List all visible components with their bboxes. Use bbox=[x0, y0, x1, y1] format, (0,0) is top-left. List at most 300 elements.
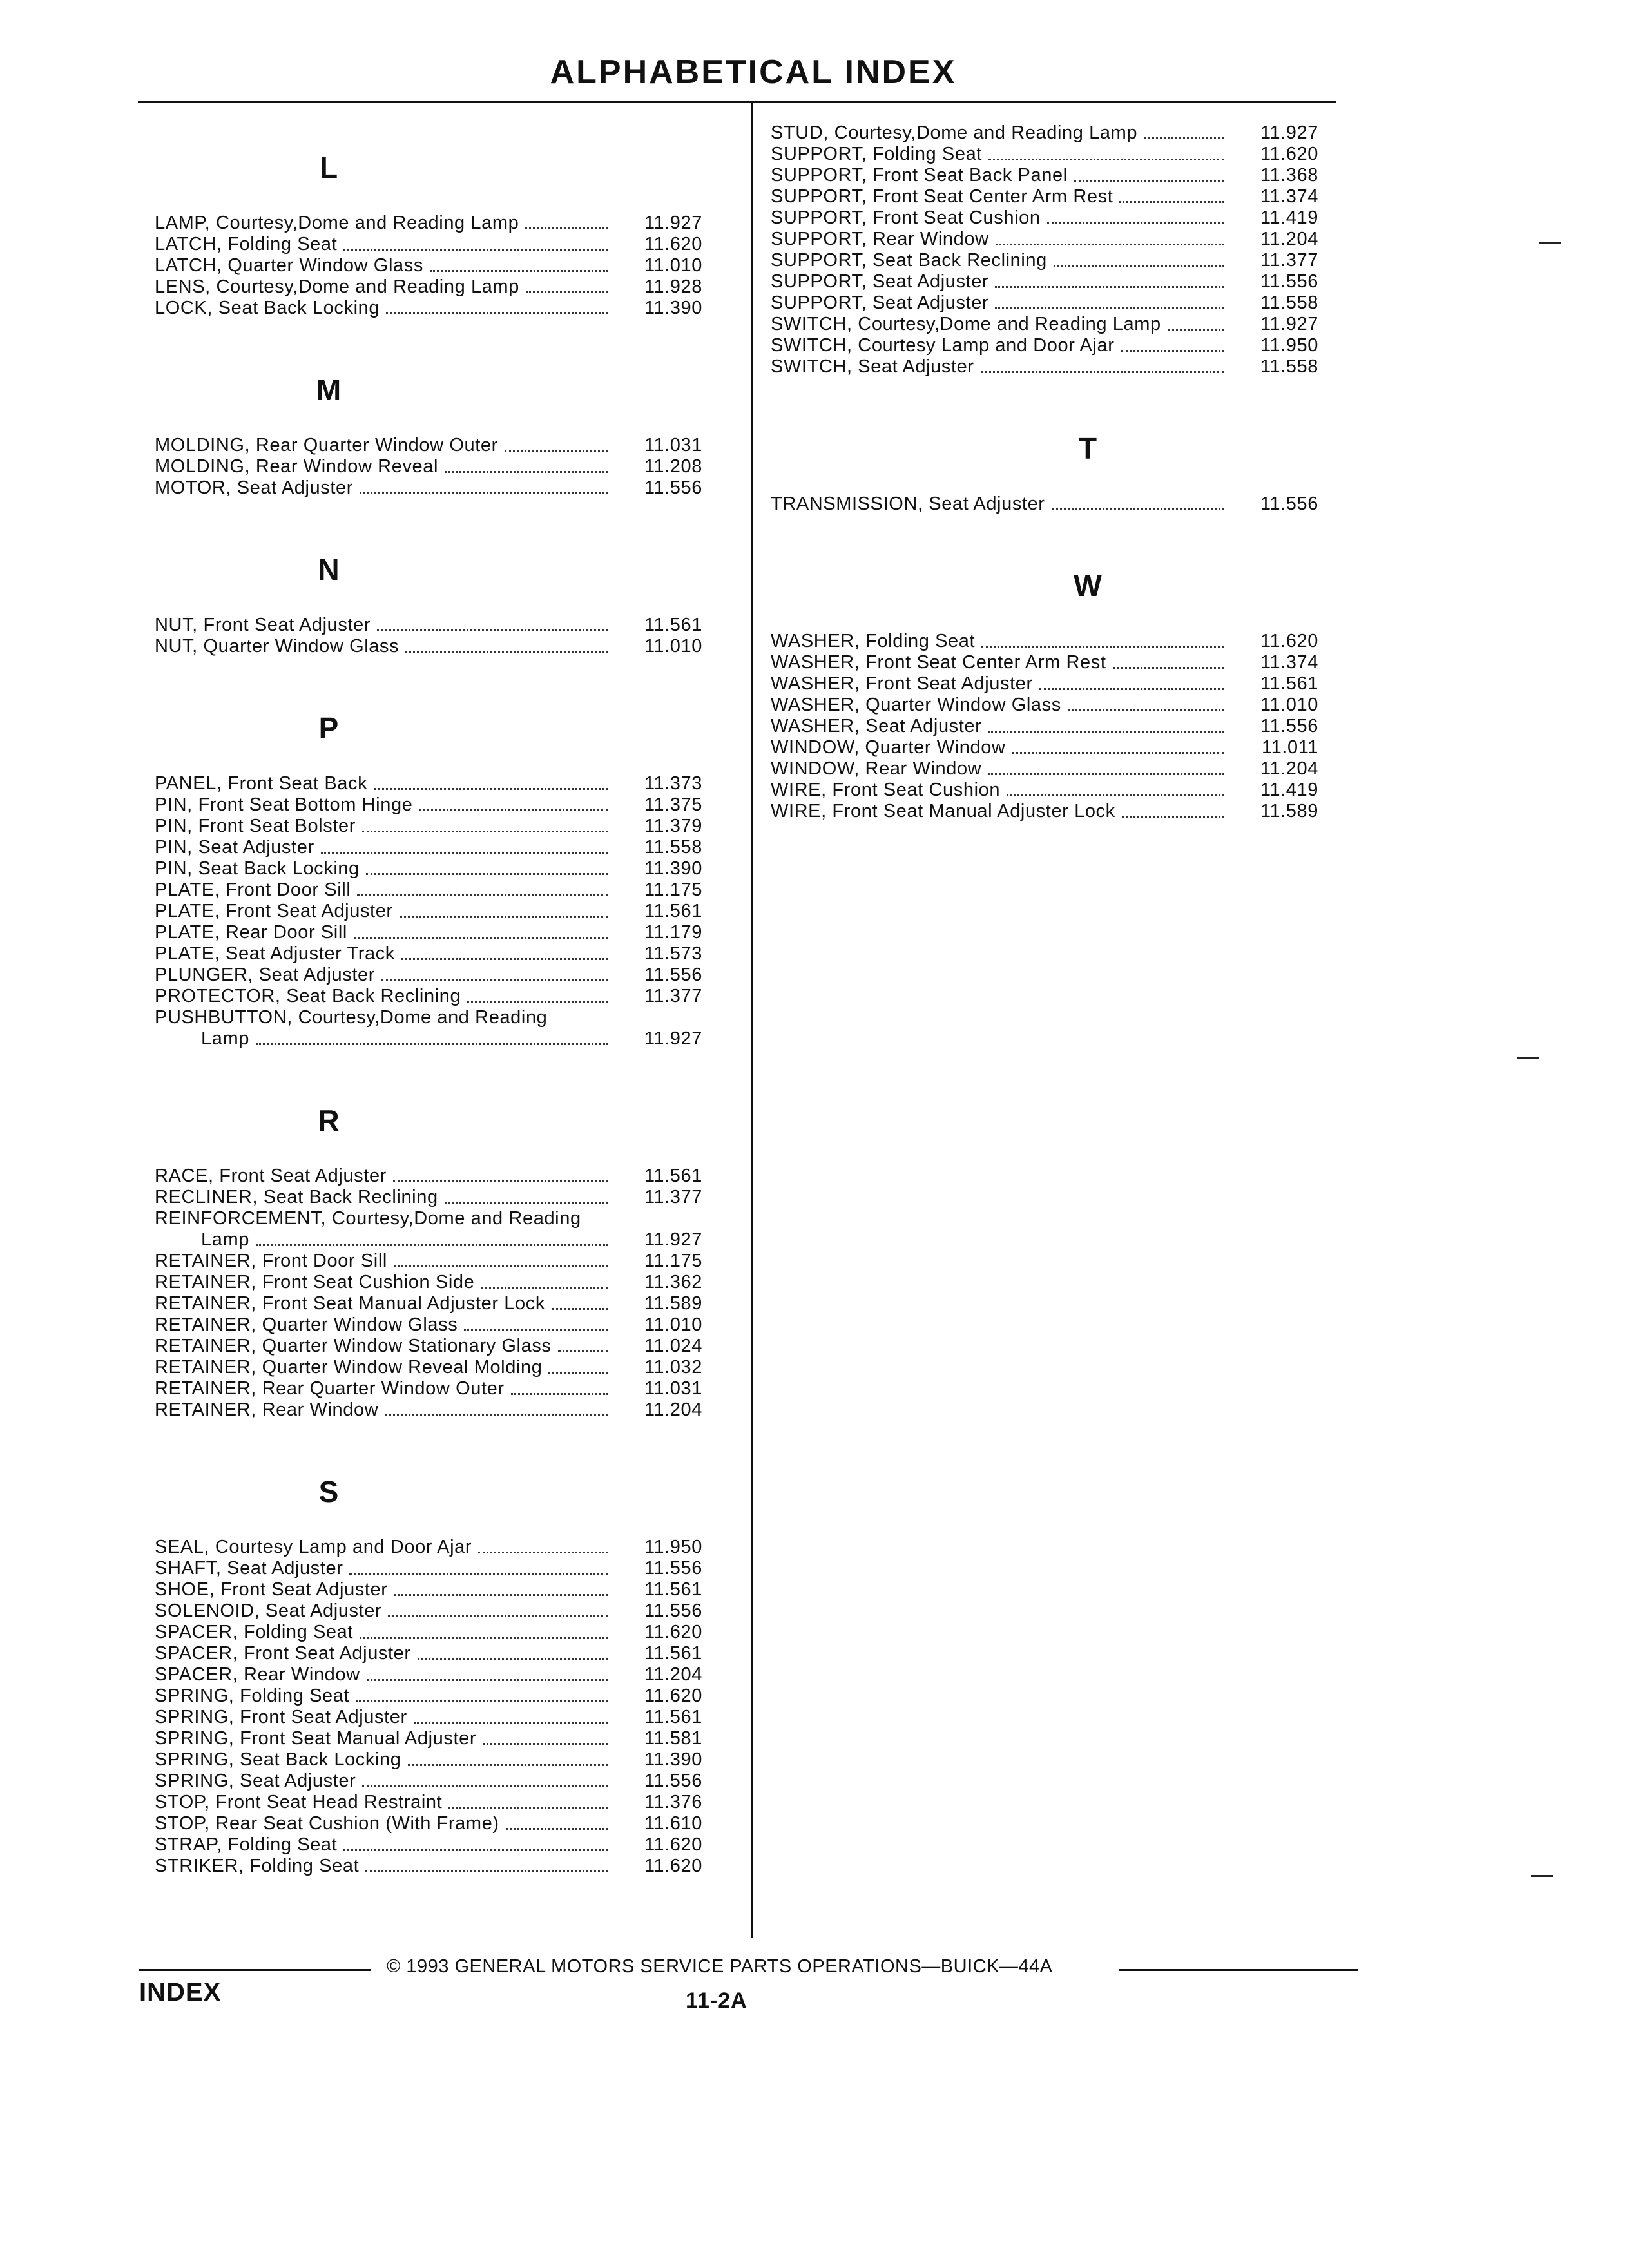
entry-text: WASHER, Seat Adjuster bbox=[771, 716, 982, 736]
index-entry bbox=[155, 1293, 735, 1314]
entry-page-ref: 11.204 bbox=[644, 1664, 702, 1685]
entry-description bbox=[771, 165, 1228, 186]
entry-description bbox=[155, 1293, 612, 1314]
index-entry bbox=[155, 1251, 735, 1272]
index-entry bbox=[771, 695, 1353, 716]
dot-leader bbox=[558, 1350, 608, 1352]
entry-text: PROTECTOR, Seat Back Reclining bbox=[155, 986, 461, 1006]
entry-description bbox=[155, 816, 612, 837]
entry-page-ref: 11.208 bbox=[644, 456, 702, 477]
index-entry bbox=[155, 255, 735, 276]
entry-description bbox=[155, 1187, 612, 1208]
entry-description bbox=[771, 631, 1228, 652]
entry-description bbox=[155, 1208, 612, 1251]
entry-page-ref: 11.390 bbox=[644, 298, 702, 318]
entry-text: SUPPORT, Front Seat Back Panel bbox=[771, 165, 1068, 186]
entry-description bbox=[155, 837, 612, 858]
entry-text: SPRING, Folding Seat bbox=[155, 1686, 350, 1706]
index-entry bbox=[155, 1686, 735, 1707]
section-gap bbox=[155, 1877, 735, 1903]
entry-page-ref: 11.561 bbox=[644, 1643, 702, 1664]
entry-description bbox=[155, 858, 612, 879]
entry-page-ref: 11.561 bbox=[644, 1707, 702, 1727]
index-entry bbox=[155, 276, 735, 298]
dot-leader bbox=[548, 1372, 608, 1374]
dot-leader bbox=[483, 1743, 608, 1745]
entry-page-ref: 11.573 bbox=[644, 943, 702, 964]
entry-description bbox=[155, 1728, 612, 1749]
entry-page-ref: 11.390 bbox=[644, 1749, 702, 1770]
entry-description bbox=[771, 293, 1228, 314]
entry-description bbox=[771, 144, 1228, 165]
entry-text: RETAINER, Rear Quarter Window Outer bbox=[155, 1378, 505, 1399]
dot-leader bbox=[388, 1615, 608, 1617]
entry-description bbox=[155, 943, 612, 965]
entry-description bbox=[155, 922, 612, 943]
entry-page-ref: 11.377 bbox=[644, 986, 702, 1006]
index-entry bbox=[155, 901, 735, 922]
index-entry bbox=[771, 186, 1353, 207]
index-entry bbox=[155, 794, 735, 816]
entry-text: STOP, Rear Seat Cushion (With Frame) bbox=[155, 1813, 499, 1834]
entry-description bbox=[155, 1007, 612, 1050]
entry-description bbox=[155, 901, 612, 922]
entry-text: SUPPORT, Seat Adjuster bbox=[771, 293, 989, 313]
entry-page-ref: 11.362 bbox=[644, 1272, 702, 1293]
entry-text: PUSHBUTTON, Courtesy,Dome and Reading bbox=[155, 1007, 548, 1028]
dot-leader bbox=[394, 1594, 608, 1596]
entry-page-ref: 11.204 bbox=[644, 1399, 702, 1420]
entry-description bbox=[155, 879, 612, 901]
index-entry bbox=[155, 1664, 735, 1686]
index-entry bbox=[155, 837, 735, 858]
dot-leader bbox=[377, 629, 608, 631]
dot-leader bbox=[374, 788, 608, 790]
entry-description bbox=[771, 737, 1228, 758]
entry-page-ref: 11.377 bbox=[1260, 250, 1318, 271]
entry-text: LAMP, Courtesy,Dome and Reading Lamp bbox=[155, 213, 519, 233]
dot-leader bbox=[445, 471, 608, 473]
dot-leader bbox=[394, 1265, 608, 1267]
entry-text: RETAINER, Quarter Window Reveal Molding bbox=[155, 1357, 543, 1378]
margin-tick bbox=[1517, 1057, 1539, 1059]
entry-text: RETAINER, Front Door Sill bbox=[155, 1251, 387, 1271]
dot-leader bbox=[526, 291, 608, 293]
entry-page-ref: 11.950 bbox=[1260, 335, 1318, 356]
dot-leader bbox=[430, 270, 608, 272]
entry-page-ref: 11.390 bbox=[644, 858, 702, 879]
entry-text: WINDOW, Quarter Window bbox=[771, 737, 1006, 758]
entry-page-ref: 11.620 bbox=[644, 1622, 702, 1642]
entry-description bbox=[155, 794, 612, 816]
index-entry bbox=[155, 858, 735, 879]
index-entry bbox=[155, 986, 735, 1007]
column-divider bbox=[751, 103, 753, 1938]
entry-text: MOLDING, Rear Quarter Window Outer bbox=[155, 435, 498, 456]
index-entry bbox=[771, 271, 1353, 293]
entry-page-ref: 11.031 bbox=[644, 1378, 702, 1399]
entry-page-ref: 11.561 bbox=[644, 1579, 702, 1600]
index-entry bbox=[771, 229, 1353, 250]
entry-text: SEAL, Courtesy Lamp and Door Ajar bbox=[155, 1537, 472, 1557]
footer-rule-right bbox=[1119, 1969, 1358, 1971]
dot-leader bbox=[1121, 350, 1224, 352]
dot-leader bbox=[401, 958, 608, 960]
entry-text: WASHER, Front Seat Adjuster bbox=[771, 673, 1033, 694]
index-entry bbox=[155, 1600, 735, 1622]
index-entry bbox=[771, 250, 1353, 271]
dot-leader bbox=[478, 1552, 608, 1553]
entry-text: SWITCH, Courtesy Lamp and Door Ajar bbox=[771, 335, 1115, 356]
dot-leader bbox=[354, 937, 608, 939]
entry-description bbox=[155, 477, 612, 499]
entry-text: SPRING, Seat Adjuster bbox=[155, 1771, 356, 1791]
entry-description bbox=[155, 1166, 612, 1187]
entry-text: PLATE, Rear Door Sill bbox=[155, 922, 347, 943]
index-entry bbox=[771, 716, 1353, 737]
index-entry bbox=[155, 1749, 735, 1771]
entry-page-ref: 11.950 bbox=[644, 1537, 702, 1557]
entry-text: SPACER, Folding Seat bbox=[155, 1622, 354, 1642]
entry-continuation-text: Lamp bbox=[201, 1028, 249, 1049]
dot-leader bbox=[381, 979, 608, 981]
entry-page-ref: 11.558 bbox=[1260, 293, 1318, 313]
index-entry bbox=[155, 1558, 735, 1579]
entry-page-ref: 11.175 bbox=[644, 879, 702, 900]
entry-text: SOLENOID, Seat Adjuster bbox=[155, 1600, 382, 1621]
dot-leader bbox=[1122, 816, 1224, 818]
entry-description bbox=[771, 335, 1228, 356]
entry-page-ref: 11.561 bbox=[644, 615, 702, 635]
index-entry bbox=[771, 314, 1353, 335]
index-entry bbox=[155, 615, 735, 636]
entry-text: SPRING, Seat Back Locking bbox=[155, 1749, 401, 1770]
dot-leader bbox=[525, 227, 608, 229]
entry-description bbox=[155, 615, 612, 636]
index-entry bbox=[771, 335, 1353, 356]
entry-page-ref: 11.175 bbox=[644, 1251, 702, 1271]
dot-leader bbox=[360, 1637, 608, 1639]
index-entry bbox=[155, 922, 735, 943]
index-entry bbox=[771, 780, 1353, 801]
index-entry bbox=[155, 1357, 735, 1378]
entry-description bbox=[771, 207, 1228, 229]
entry-page-ref: 11.368 bbox=[1260, 165, 1318, 186]
entry-description bbox=[155, 1686, 612, 1707]
entry-text: PIN, Front Seat Bottom Hinge bbox=[155, 794, 413, 815]
index-entry bbox=[155, 1622, 735, 1643]
entry-page-ref: 11.374 bbox=[1260, 186, 1318, 207]
index-entry bbox=[771, 122, 1353, 144]
entry-page-ref: 11.556 bbox=[644, 965, 702, 985]
dot-leader bbox=[366, 873, 608, 875]
entry-page-ref: 11.556 bbox=[1260, 716, 1318, 736]
dot-leader bbox=[418, 1658, 608, 1660]
index-entry bbox=[155, 1378, 735, 1399]
footer-rule-left bbox=[139, 1969, 371, 1971]
section-letter: L bbox=[319, 151, 338, 184]
dot-leader bbox=[414, 1722, 608, 1724]
entry-page-ref: 11.556 bbox=[1260, 271, 1318, 292]
entry-description bbox=[155, 234, 612, 255]
index-entry bbox=[155, 1813, 735, 1834]
index-entry bbox=[771, 207, 1353, 229]
index-entry bbox=[155, 1166, 735, 1187]
index-entry bbox=[155, 1537, 735, 1558]
entry-description bbox=[771, 229, 1228, 250]
entry-text: PLATE, Front Seat Adjuster bbox=[155, 901, 393, 921]
dot-leader bbox=[256, 1244, 608, 1246]
entry-page-ref: 11.011 bbox=[1262, 737, 1318, 758]
dot-leader bbox=[1068, 709, 1224, 711]
entry-page-ref: 11.010 bbox=[644, 636, 702, 657]
entry-page-ref: 11.927 bbox=[1260, 314, 1318, 334]
dot-leader bbox=[505, 450, 608, 452]
index-entry bbox=[155, 1399, 735, 1421]
index-entry bbox=[155, 213, 735, 234]
dot-leader bbox=[552, 1308, 608, 1310]
entry-text: LATCH, Folding Seat bbox=[155, 234, 338, 255]
index-entry bbox=[155, 773, 735, 794]
index-entry bbox=[155, 1792, 735, 1813]
section-gap bbox=[155, 319, 735, 345]
entry-text: STOP, Front Seat Head Restraint bbox=[155, 1792, 443, 1812]
entry-page-ref: 11.204 bbox=[1260, 229, 1318, 249]
entry-text: SPACER, Front Seat Adjuster bbox=[155, 1643, 411, 1664]
index-entry bbox=[155, 1707, 735, 1728]
entry-text: SHOE, Front Seat Adjuster bbox=[155, 1579, 388, 1600]
section-gap bbox=[771, 822, 1353, 848]
index-entry bbox=[155, 943, 735, 965]
dot-leader bbox=[408, 1764, 609, 1766]
dot-leader bbox=[405, 651, 608, 653]
entry-description bbox=[155, 1643, 612, 1664]
section-letter: N bbox=[318, 553, 340, 586]
dot-leader bbox=[988, 773, 1224, 775]
entry-description bbox=[771, 758, 1228, 780]
entry-text: NUT, Quarter Window Glass bbox=[155, 636, 400, 657]
dot-leader bbox=[464, 1329, 608, 1331]
entry-text: SUPPORT, Front Seat Cushion bbox=[771, 207, 1041, 228]
dot-leader bbox=[367, 1679, 608, 1681]
entry-description bbox=[155, 255, 612, 276]
entry-page-ref: 11.558 bbox=[1260, 356, 1318, 377]
entry-text: RETAINER, Front Seat Manual Adjuster Lock bbox=[155, 1293, 545, 1314]
dot-leader bbox=[1119, 201, 1224, 203]
entry-text: SPRING, Front Seat Adjuster bbox=[155, 1707, 407, 1727]
footer-copyright: © 1993 GENERAL MOTORS SERVICE PARTS OPERATIONS—BUICK—44A bbox=[387, 1956, 1053, 1977]
entry-text: MOTOR, Seat Adjuster bbox=[155, 477, 354, 498]
entry-page-ref: 11.556 bbox=[644, 1558, 702, 1579]
dot-leader bbox=[1168, 329, 1224, 331]
dot-leader bbox=[321, 852, 608, 854]
entry-page-ref: 11.556 bbox=[644, 1771, 702, 1791]
dot-leader bbox=[400, 916, 608, 918]
index-entry bbox=[155, 879, 735, 901]
entry-page-ref: 11.179 bbox=[644, 922, 702, 943]
dot-leader bbox=[419, 809, 608, 811]
footer-section-label: INDEX bbox=[139, 1978, 222, 2006]
index-entry bbox=[155, 1579, 735, 1600]
entry-text: LENS, Courtesy,Dome and Reading Lamp bbox=[155, 276, 519, 297]
entry-description bbox=[155, 1856, 612, 1877]
entry-page-ref: 11.024 bbox=[644, 1336, 702, 1356]
entry-page-ref: 11.010 bbox=[644, 1314, 702, 1335]
margin-tick bbox=[1531, 1875, 1553, 1877]
entry-text: RETAINER, Rear Window bbox=[155, 1399, 379, 1420]
entry-page-ref: 11.379 bbox=[644, 816, 702, 836]
entry-description bbox=[155, 1813, 612, 1834]
page-title: ALPHABETICAL INDEX bbox=[550, 53, 957, 91]
entry-description bbox=[771, 250, 1228, 271]
index-entry bbox=[771, 494, 1353, 515]
entry-description bbox=[155, 1622, 612, 1643]
dot-leader bbox=[256, 1043, 608, 1045]
entry-description bbox=[155, 1399, 612, 1421]
index-entry bbox=[155, 234, 735, 255]
dot-leader bbox=[995, 286, 1224, 288]
entry-page-ref: 11.375 bbox=[644, 794, 702, 815]
index-entry bbox=[771, 737, 1353, 758]
dot-leader bbox=[1054, 265, 1224, 267]
index-entry bbox=[771, 652, 1353, 673]
dot-leader bbox=[393, 1180, 608, 1182]
entry-text: PLATE, Seat Adjuster Track bbox=[155, 943, 395, 964]
dot-leader bbox=[995, 307, 1224, 309]
index-entry bbox=[155, 298, 735, 319]
entry-text: RETAINER, Quarter Window Stationary Glass bbox=[155, 1336, 552, 1356]
index-entry bbox=[771, 165, 1353, 186]
section-letter: R bbox=[318, 1104, 340, 1137]
dot-leader bbox=[448, 1807, 608, 1809]
entry-description bbox=[155, 1378, 612, 1399]
section-gap bbox=[155, 1050, 735, 1075]
entry-page-ref: 11.589 bbox=[644, 1293, 702, 1314]
dot-leader bbox=[511, 1393, 608, 1395]
dot-leader bbox=[1052, 508, 1224, 510]
dot-leader bbox=[365, 1870, 608, 1872]
entry-text: SWITCH, Courtesy,Dome and Reading Lamp bbox=[771, 314, 1161, 334]
entry-page-ref: 11.031 bbox=[644, 435, 702, 456]
entry-page-ref: 11.561 bbox=[644, 901, 702, 921]
entry-text: WIRE, Front Seat Manual Adjuster Lock bbox=[771, 801, 1115, 822]
section-letter: M bbox=[316, 373, 342, 407]
entry-description bbox=[771, 695, 1228, 716]
dot-leader bbox=[445, 1202, 608, 1204]
index-entry bbox=[155, 816, 735, 837]
entry-description bbox=[155, 1272, 612, 1293]
dot-leader bbox=[981, 646, 1224, 648]
index-entry bbox=[155, 1728, 735, 1749]
entry-text: RETAINER, Quarter Window Glass bbox=[155, 1314, 458, 1335]
index-entry bbox=[155, 965, 735, 986]
entry-description bbox=[155, 1664, 612, 1686]
entry-description bbox=[771, 494, 1228, 515]
section-gap bbox=[771, 378, 1353, 403]
dot-leader bbox=[385, 1414, 608, 1416]
dot-leader bbox=[988, 731, 1224, 733]
index-entry bbox=[155, 1643, 735, 1664]
entry-page-ref: 11.374 bbox=[1260, 652, 1318, 673]
entry-text: NUT, Front Seat Adjuster bbox=[155, 615, 371, 635]
dot-leader bbox=[1074, 180, 1224, 182]
entry-text: PLUNGER, Seat Adjuster bbox=[155, 965, 376, 985]
entry-description bbox=[771, 356, 1228, 378]
dot-leader bbox=[362, 831, 608, 832]
entry-description bbox=[155, 636, 612, 657]
dot-leader bbox=[356, 1700, 608, 1702]
entry-text: WASHER, Front Seat Center Arm Rest bbox=[771, 652, 1106, 673]
index-entry bbox=[155, 456, 735, 477]
dot-leader bbox=[343, 1849, 608, 1851]
dot-leader bbox=[1039, 688, 1224, 690]
entry-text: WASHER, Quarter Window Glass bbox=[771, 695, 1061, 715]
section-letter: P bbox=[318, 711, 339, 745]
entry-description bbox=[155, 1600, 612, 1622]
section-gap bbox=[155, 1421, 735, 1446]
entry-text: SHAFT, Seat Adjuster bbox=[155, 1558, 343, 1579]
entry-page-ref: 11.927 bbox=[1260, 122, 1318, 143]
dot-leader bbox=[467, 1001, 608, 1003]
entry-description bbox=[771, 186, 1228, 207]
entry-description bbox=[771, 673, 1228, 695]
entry-text: MOLDING, Rear Window Reveal bbox=[155, 456, 439, 477]
entry-page-ref: 11.581 bbox=[644, 1728, 702, 1749]
index-entry bbox=[771, 144, 1353, 165]
header-rule bbox=[138, 101, 1336, 103]
entry-text: RACE, Front Seat Adjuster bbox=[155, 1166, 387, 1186]
entry-description bbox=[155, 1357, 612, 1378]
dot-leader bbox=[1144, 137, 1224, 139]
entry-description bbox=[155, 1579, 612, 1600]
entry-page-ref: 11.377 bbox=[644, 1187, 702, 1207]
section-gap bbox=[155, 657, 735, 683]
entry-page-ref: 11.928 bbox=[644, 276, 702, 297]
entry-text: PIN, Seat Adjuster bbox=[155, 837, 314, 858]
dot-leader bbox=[357, 894, 608, 896]
entry-text: STRIKER, Folding Seat bbox=[155, 1856, 360, 1876]
entry-page-ref: 11.927 bbox=[644, 213, 702, 233]
index-entry bbox=[155, 1771, 735, 1792]
entry-page-ref: 11.556 bbox=[644, 1600, 702, 1621]
entry-description bbox=[155, 456, 612, 477]
entry-description bbox=[771, 716, 1228, 737]
entry-description bbox=[155, 1792, 612, 1813]
index-entry bbox=[155, 477, 735, 499]
entry-description bbox=[155, 298, 612, 319]
entry-page-ref: 11.561 bbox=[644, 1166, 702, 1186]
entry-text: SPRING, Front Seat Manual Adjuster bbox=[155, 1728, 477, 1749]
index-entry bbox=[771, 801, 1353, 822]
entry-text: STRAP, Folding Seat bbox=[155, 1834, 338, 1855]
entry-text: SUPPORT, Front Seat Center Arm Rest bbox=[771, 186, 1113, 207]
dot-leader bbox=[506, 1828, 608, 1830]
entry-page-ref: 11.558 bbox=[644, 837, 702, 858]
entry-page-ref: 11.373 bbox=[644, 773, 702, 794]
dot-leader bbox=[349, 1573, 608, 1575]
entry-description bbox=[155, 1251, 612, 1272]
entry-description bbox=[155, 773, 612, 794]
entry-page-ref: 11.620 bbox=[644, 1686, 702, 1706]
entry-page-ref: 11.419 bbox=[1260, 207, 1318, 228]
index-entry bbox=[155, 1187, 735, 1208]
entry-text: WASHER, Folding Seat bbox=[771, 631, 976, 651]
entry-description bbox=[155, 1749, 612, 1771]
entry-description bbox=[155, 1771, 612, 1792]
entry-text: SPACER, Rear Window bbox=[155, 1664, 360, 1685]
entry-description bbox=[771, 271, 1228, 293]
dot-leader bbox=[988, 159, 1224, 160]
